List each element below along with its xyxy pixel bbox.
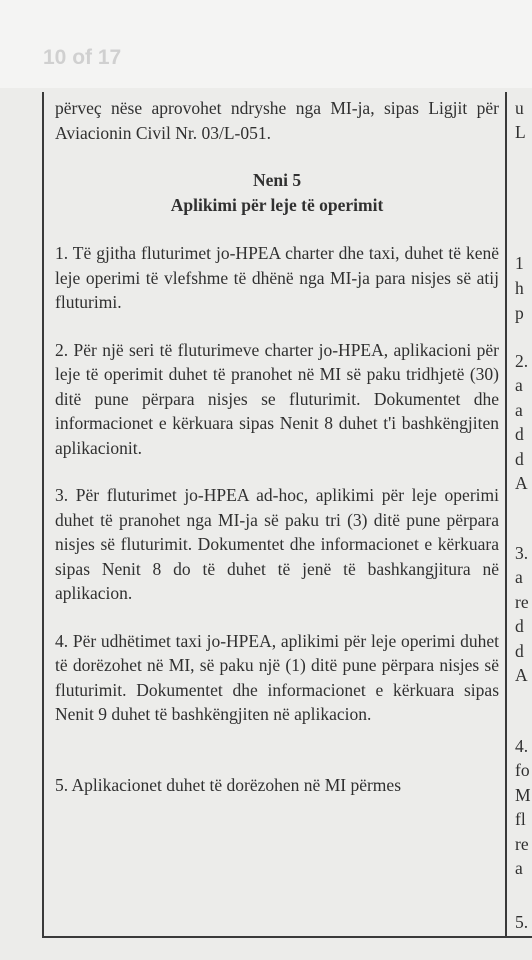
document-main-column: [55, 96, 499, 797]
side-fragment: A: [515, 473, 528, 493]
side-fragment: 3.: [515, 543, 529, 563]
side-fragment: 5.: [515, 912, 529, 932]
side-fragment: p: [515, 303, 524, 323]
side-fragment: u: [515, 98, 524, 118]
paragraph-4: 4. Për udhëtimet taxi jo-HPEA, aplikimi për leje operimi duhet të dorëzohet në MI, së paku një (1) ditë pune përpara nisjes së fluturimit. Dokumentet dhe informacionet e kërkuara sipas Nenit 9 duhet të bashkëngjiten në aplikacion.: [55, 630, 499, 724]
side-fragment: d: [515, 424, 524, 444]
paragraph-3: 3. Për fluturimet jo-HPEA ad-hoc, aplikimi për leje operimi duhet të pranohet nga MI-ja së paku tri (3) ditë pune përpara nisjes së fluturimit. Dokumentet dhe informacionet e kërkuara sipas Nenit 8 do të duhet të jenë të bashkangjitura në aplikacion.: [55, 485, 499, 603]
side-fragment: a: [515, 400, 523, 420]
side-fragment: d: [515, 616, 524, 636]
side-fragment: A: [515, 665, 528, 685]
paragraph-5: 5. Aplikacionet duhet të dorëzohen në MI përmes: [55, 774, 402, 795]
side-fragment: 1: [515, 253, 524, 273]
side-fragment: re: [515, 834, 529, 854]
side-fragment: L: [515, 122, 526, 142]
side-fragment: M: [515, 785, 531, 805]
side-fragment: a: [515, 375, 523, 395]
side-fragment: h: [515, 278, 524, 298]
side-fragment: d: [515, 641, 524, 661]
side-fragment: fl: [515, 809, 526, 829]
side-fragment: 2.: [515, 351, 529, 371]
side-fragment: a: [515, 858, 523, 878]
page-indicator: 10 of 17: [43, 46, 122, 69]
side-fragment: d: [515, 449, 524, 469]
table-column-divider: [505, 92, 507, 937]
viewer-header: [0, 0, 532, 92]
paragraph-1: 1. Të gjitha fluturimet jo-HPEA charter dhe taxi, duhet të kenë leje operimi të vlefshme të dhënë nga MI-ja para nisjes së atij fluturimi.: [55, 243, 499, 312]
paragraph-2: 2. Për një seri të fluturimeve charter jo-HPEA, aplikacioni për leje të operimit duhet të pranohet në MI së paku tridhjetë (30) ditë pune përpara nisjes se fluturimit. Dokumentet dhe informacionet e kërkuara sipas Nenit 8 duhet t'i bashkëngjiten aplikacionit.: [55, 339, 499, 458]
side-fragment: 4.: [515, 736, 529, 756]
document-side-column: [515, 96, 532, 946]
side-fragment: re: [515, 592, 529, 612]
intro-paragraph: përveç nëse aprovohet ndryshe nga MI-ja, sipas Ligjit për Aviacionin Civil Nr. 03/L-051.: [55, 98, 499, 143]
table-bottom-border: [42, 936, 532, 938]
side-fragment: fo: [515, 760, 530, 780]
article-title: Aplikimi për leje të operimit: [170, 194, 384, 215]
side-fragment: a: [515, 567, 523, 587]
article-number: Neni 5: [252, 170, 302, 190]
table-left-border: [42, 92, 44, 937]
